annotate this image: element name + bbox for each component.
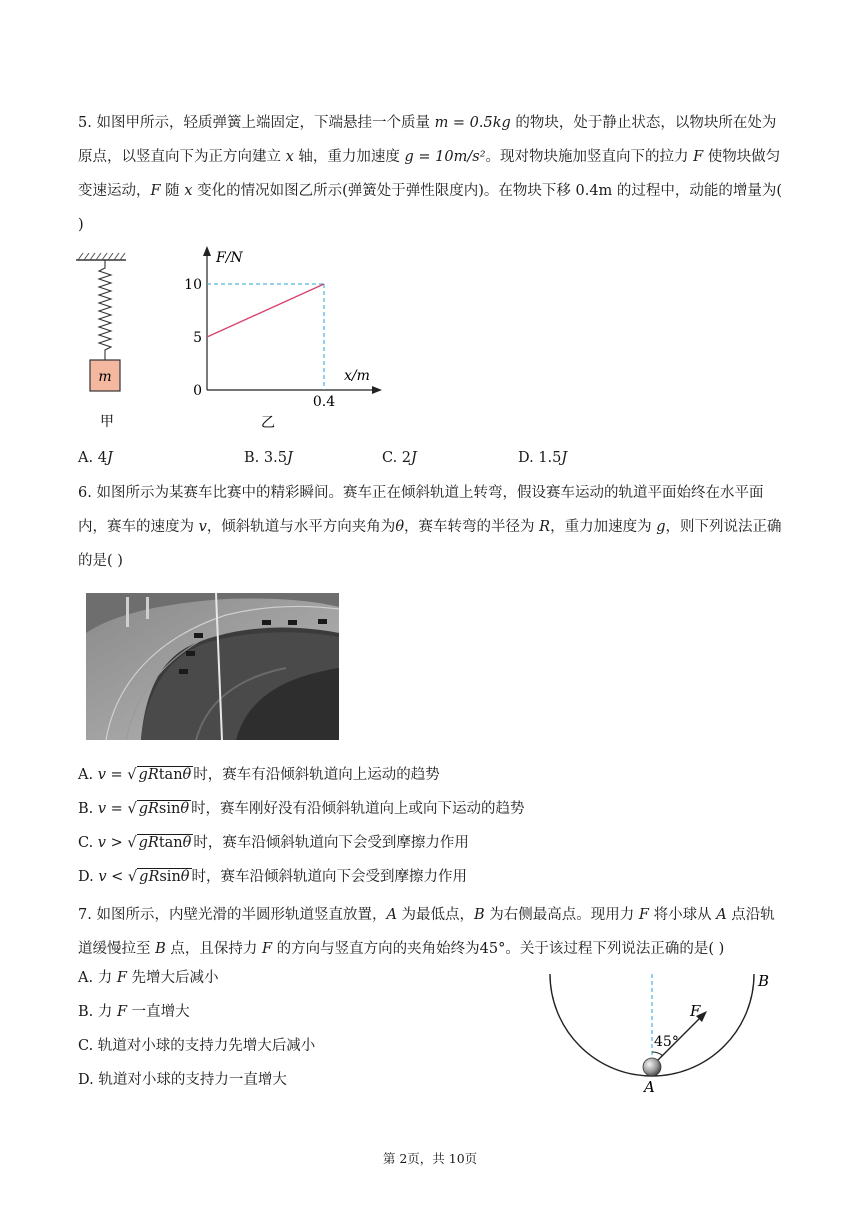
page-footer: 第 2页，共 10页: [382, 1151, 478, 1166]
question-5-stem: 5. 如图甲所示，轻质弹簧上端固定，下端悬挂一个质量 m = 0.5kg 的物块，处于静止状态，以物块所在处为原点，以竖直向下为正方向建立 x 轴，重力加速度 g = 10m/s²。现对物块施加竖直向下的拉力 F 使物块做匀变速运动，F 随 x 变化的情况如图乙所示(弹簧处于弹性限度内)。在物块下移 0.4m 的过程中，动能的增量为( ): [78, 115, 783, 233]
semicircle-track-figure: [540, 968, 780, 1098]
question-7-stem: 7. 如图所示，内壁光滑的半圆形轨道竖直放置，A 为最低点，B 为右侧最高点。现用力 F 将小球从 A 点沿轨道缓慢拉至 B 点，且保持力 F 的方向与竖直方向的夹角始终为45°。关于该过程下列说法正确的是( ): [78, 907, 775, 957]
q5-option-d[interactable]: D. 1.5J: [518, 450, 568, 466]
q7-option-b[interactable]: B. 力 F 一直增大: [78, 1004, 190, 1020]
q5-option-b[interactable]: B. 3.5J: [244, 450, 293, 466]
figure-caption-yi: 乙: [261, 415, 275, 431]
q7-option-a[interactable]: A. 力 F 先增大后减小: [78, 970, 219, 986]
point-a-label: A: [644, 1078, 655, 1096]
q6-option-c[interactable]: C. v > √ gRtanθ 时，赛车沿倾斜轨道向下会受到摩擦力作用: [78, 835, 469, 851]
q5-option-a[interactable]: A. 4J: [78, 450, 113, 466]
y-axis-arrow: [203, 246, 211, 256]
force-displacement-graph: [180, 240, 390, 440]
mass-label: m: [98, 369, 112, 385]
spring-mass-figure: [70, 250, 140, 435]
force-label: F: [690, 1002, 701, 1020]
x-axis-arrow: [372, 386, 382, 394]
force-line-series: [207, 284, 324, 337]
q6-option-a[interactable]: A. v = √ gRtanθ 时，赛车有沿倾斜轨道向上运动的趋势: [78, 767, 440, 783]
q5-option-c[interactable]: C. 2J: [382, 450, 417, 466]
y-tick-5: 5: [193, 330, 202, 346]
y-axis-label: F/N: [216, 250, 243, 266]
angle-arc: [652, 1052, 663, 1056]
q7-option-d[interactable]: D. 轨道对小球的支持力一直增大: [78, 1072, 287, 1088]
angle-label: 45°: [654, 1034, 679, 1050]
question-5-options: [78, 450, 678, 472]
question-6-stem: 6. 如图所示为某赛车比赛中的精彩瞬间。赛车正在倾斜轨道上转弯，假设赛车运动的轨道平面始终在水平面内，赛车的速度为 v，倾斜轨道与水平方向夹角为θ，赛车转弯的半径为 R，重力加速度为 g，则下列说法正确的是( ): [78, 485, 782, 569]
q6-option-d[interactable]: D. v < √ gRsinθ 时，赛车沿倾斜轨道向下会受到摩擦力作用: [78, 869, 468, 885]
ball: [643, 1058, 661, 1076]
q6-option-b[interactable]: B. v = √ gRsinθ 时，赛车刚好没有沿倾斜轨道向上或向下运动的趋势: [78, 801, 525, 817]
figure-caption-jia: 甲: [100, 414, 114, 430]
x-axis-label: x/m: [344, 368, 370, 384]
q7-option-c[interactable]: C. 轨道对小球的支持力先增大后减小: [78, 1038, 316, 1054]
x-tick-0-4: 0.4: [312, 394, 336, 410]
origin-label: 0: [193, 383, 202, 399]
point-b-label: B: [758, 972, 770, 990]
y-tick-10: 10: [184, 277, 202, 293]
race-track-photo: [86, 593, 339, 740]
